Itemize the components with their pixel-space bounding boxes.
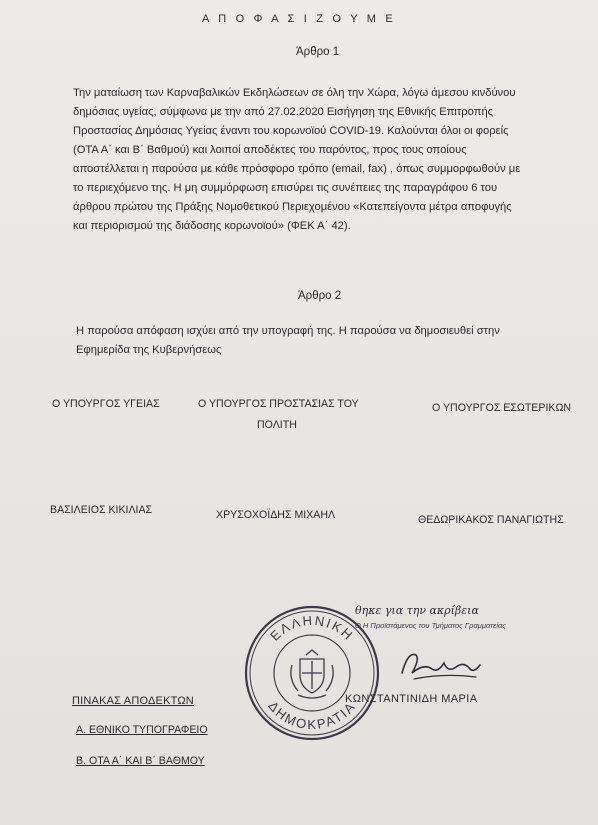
article-1-line: Προστασίας Δημόσιας Υγείας έναντι του κορωνοϊού COVID-19. Καλούνται όλοι οι φορείς (73, 125, 509, 137)
article-1-line: αποστέλλεται η παρούσα με κάθε πρόσφορο τρόπο (email, fax) , όπως συμμορφωθούν με (73, 163, 521, 175)
signatory-interior-name: ΘΕΔΩΡΙΚΑΚΟΣ ΠΑΝΑΓΙΩΤΗΣ (418, 514, 564, 526)
article-1-line: Την ματαίωση των Καρναβαλικών Εκδηλώσεων σε όλη την Χώρα, λόγω άμεσου κινδύνου (73, 87, 516, 99)
article-2-line: Η παρούσα απόφαση ισχύει από την υπογραφή της. Η παρούσα να δημοσιευθεί στην (76, 325, 500, 337)
stamp-text-bottom: ΔΗΜΟΚΡΑΤΙΑ (265, 698, 359, 733)
signatory-citizen-protection-title: Ο ΥΠΟΥΡΓΟΣ ΠΡΟΣΤΑΣΙΑΣ ΤΟΥ (198, 398, 359, 410)
signatory-health-title: Ο ΥΠΟΥΡΓΟΣ ΥΓΕΙΑΣ (52, 398, 160, 410)
decision-heading: Α Π Ο Φ Α Σ Ι Ζ Ο Υ Μ Ε (202, 13, 396, 25)
signatory-citizen-protection-name: ΧΡΥΣΟΧΟΪΔΗΣ ΜΙΧΑΗΛ (216, 509, 336, 521)
certification-block (355, 604, 506, 630)
article-2-line: Εφημερίδα της Κυβερνήσεως (76, 344, 222, 356)
article-1-line: άρθρου πρώτου της Πράξης Νομοθετικού Περιεχομένου «Κατεπείγοντα μέτρα αποφυγής (73, 201, 512, 213)
recipient-item: Α. ΕΘΝΙΚΟ ΤΥΠΟΓΡΑΦΕΙΟ (76, 724, 208, 736)
coat-of-arms-icon (291, 650, 333, 698)
article-1-title: Άρθρο 1 (296, 46, 340, 58)
article-1-line: και περιορισμού της διάδοσης κορωνοϊού» (ΦΕΚ Α΄ 42). (73, 220, 351, 232)
article-1-line: το περιεχόμενο της. Η μη συμμόρφωση επισύρει τις συνέπειες της παραγράφου 6 του (73, 182, 498, 194)
certification-role: Ο Η Προϊστάμενος του Τμήματος Γραμματείας (355, 621, 506, 630)
recipients-title: ΠΙΝΑΚΑΣ ΑΠΟΔΕΚΤΩΝ (72, 695, 194, 707)
handwritten-signature (394, 643, 484, 687)
article-2-body (76, 322, 500, 360)
article-1-body (73, 84, 583, 236)
stamp-text-top: ΕΛΛΗΝΙΚΗ (267, 612, 357, 644)
signatory-citizen-protection-title-2: ΠΟΛΙΤΗ (257, 419, 297, 431)
signatory-interior-title: Ο ΥΠΟΥΡΓΟΣ ΕΣΩΤΕΡΙΚΩΝ (432, 402, 572, 414)
article-1-line: (ΟΤΑ Α΄ και Β΄ Βαθμού) και λοιποί αποδέκτες του παρόντος, προς τους οποίους (73, 144, 467, 156)
signatory-health-name: ΒΑΣΙΛΕΙΟΣ ΚΙΚΙΛΙΑΣ (50, 504, 153, 516)
svg-text:ΕΛΛΗΝΙΚΗ (267, 613, 357, 644)
recipient-item: Β. ΟΤΑ Α΄ ΚΑΙ Β΄ ΒΑΘΜΟΥ (76, 755, 205, 767)
certifier-name: ΚΩΝΣΤΑΝΤΙΝΙΔΗ ΜΑΡΙΑ (345, 693, 478, 705)
article-1-line: δημόσιας υγείας, σύμφωνα με την από 27.02.2020 Εισήγηση της Εθνικής Επιτροπής (73, 106, 494, 118)
certification-line: θηκε για την ακρίβεια (355, 604, 479, 617)
article-2-title: Άρθρο 2 (298, 290, 342, 302)
